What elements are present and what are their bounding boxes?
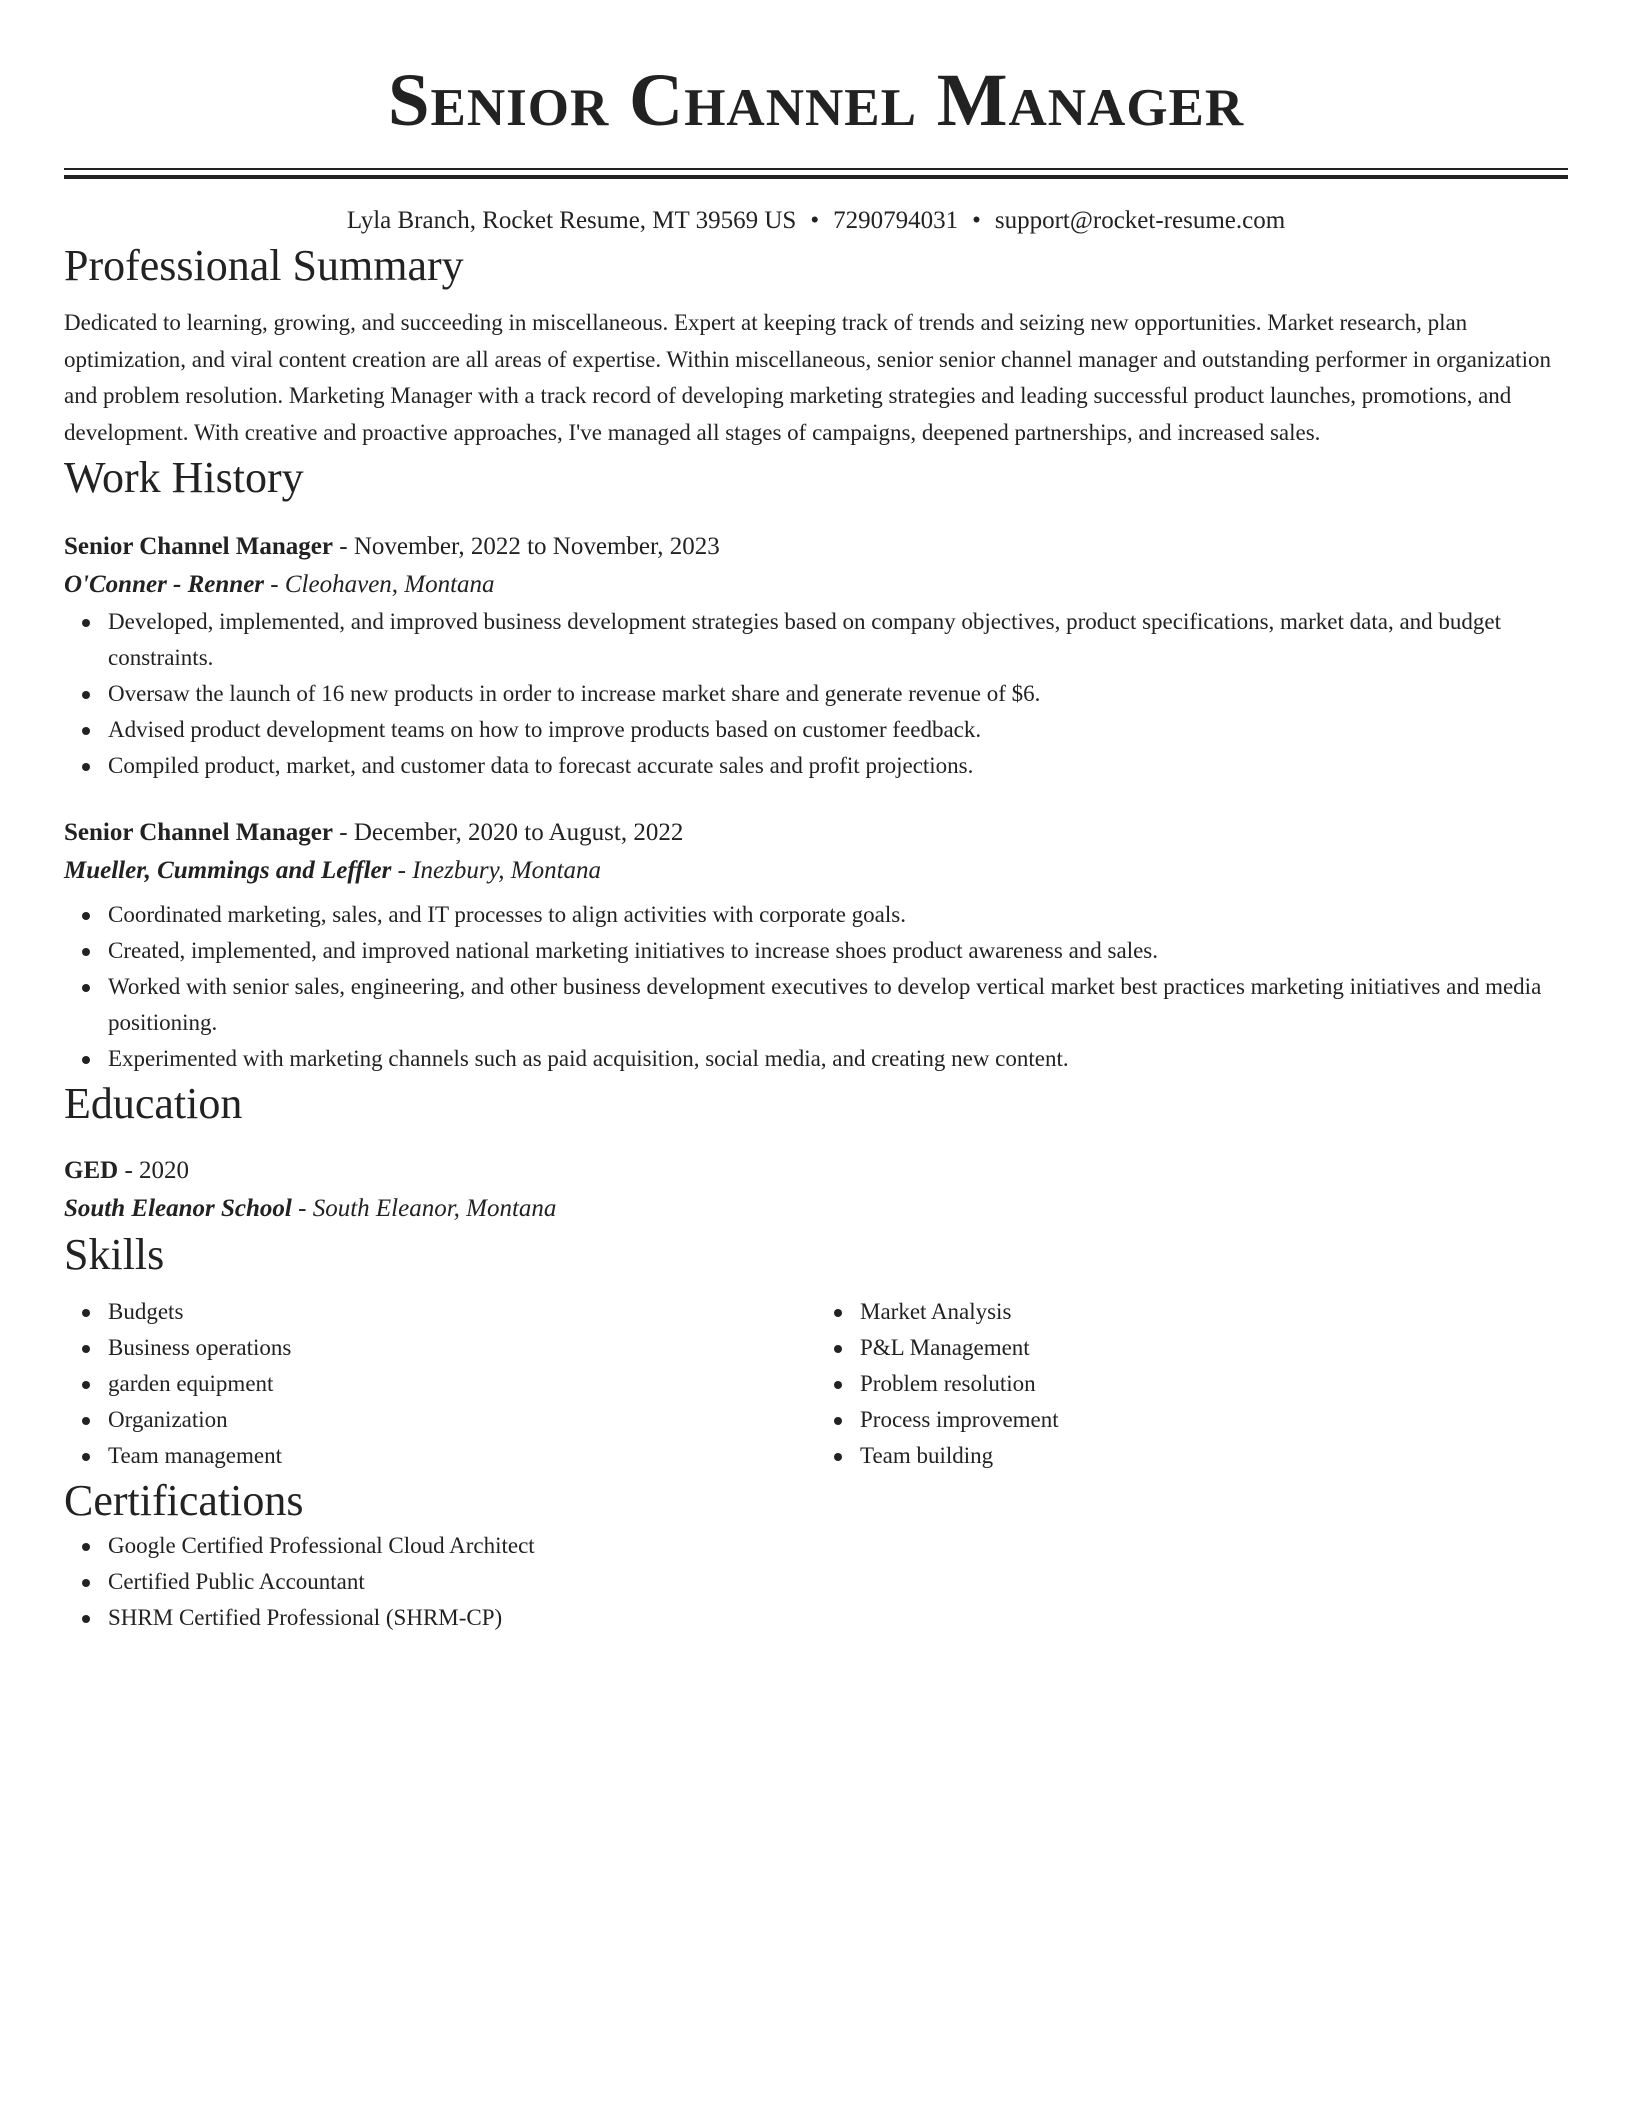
list-item: Organization	[108, 1402, 816, 1438]
list-item: Worked with senior sales, engineering, and other business development executives to develop vertical market best practices marketing initiatives and media positioning.	[108, 969, 1568, 1041]
list-item: garden equipment	[108, 1366, 816, 1402]
list-item: Experimented with marketing channels such as paid acquisition, social media, and creating new content.	[108, 1041, 1568, 1077]
education-school-line: South Eleanor School - South Eleanor, Montana	[64, 1195, 557, 1222]
skills-list	[64, 1294, 816, 1474]
summary-text: Dedicated to learning, growing, and succeeding in miscellaneous. Expert at keeping track of trends and seizing new opportunities. Market research, plan optimization, and viral content creation are all areas of expertise. Within miscellaneous, senior senior channel manager and outstanding performer in organization and problem resolution. Marketing Manager with a track record of developing marketing strategies and leading successful product launches, promotions, and development. With creative and proactive approaches, I've managed all stages of campaigns, deepened partnerships, and increased sales.	[64, 310, 1551, 445]
job-header: Senior Channel Manager - December, 2020 to August, 2022	[64, 819, 684, 846]
work-history-heading: Work History	[64, 453, 304, 502]
education-year: 2020	[139, 1157, 190, 1184]
job-company: O'Conner - Renner	[64, 571, 265, 598]
list-item: Business operations	[108, 1330, 816, 1366]
education-degree-line: GED - 2020	[64, 1157, 190, 1184]
certifications-list	[64, 1528, 1568, 1636]
list-item: Problem resolution	[860, 1366, 1568, 1402]
job-role: Senior Channel Manager	[64, 533, 333, 560]
job-duties-list	[64, 604, 1568, 784]
list-item: SHRM Certified Professional (SHRM-CP)	[108, 1600, 1568, 1636]
list-item: Market Analysis	[860, 1294, 1568, 1330]
job-organization: Mueller, Cummings and Leffler - Inezbury, Montana	[64, 857, 602, 884]
education-location: South Eleanor, Montana	[312, 1195, 557, 1222]
list-item: Compiled product, market, and customer data to forecast accurate sales and profit projections.	[108, 748, 1568, 784]
list-item: Process improvement	[860, 1402, 1568, 1438]
job-entry	[64, 814, 1568, 1077]
skills-heading: Skills	[64, 1230, 165, 1279]
contact-phone: 7290794031	[833, 207, 959, 234]
job-location: Inezbury, Montana	[412, 857, 602, 884]
education-degree: GED	[64, 1157, 119, 1184]
contact-line	[64, 203, 1568, 239]
list-item: Team management	[108, 1438, 816, 1474]
job-location: Cleohaven, Montana	[284, 571, 495, 598]
contact-separator: •	[810, 207, 820, 234]
job-company: Mueller, Cummings and Leffler	[64, 857, 392, 884]
list-item: Advised product development teams on how to improve products based on customer feedback.	[108, 712, 1568, 748]
resume-title: Senior Channel Manager	[387, 59, 1245, 142]
job-duties-list	[64, 897, 1568, 1077]
list-item: Created, implemented, and improved national marketing initiatives to increase shoes product awareness and sales.	[108, 933, 1568, 969]
job-header: Senior Channel Manager - November, 2022 to November, 2023	[64, 533, 720, 560]
skills-list	[816, 1294, 1568, 1474]
job-dates: December, 2020 to August, 2022	[353, 819, 684, 846]
education-school: South Eleanor School	[64, 1195, 292, 1222]
job-entry	[64, 528, 1568, 784]
list-item: Oversaw the launch of 16 new products in order to increase market share and generate revenue of $6.	[108, 676, 1568, 712]
title-divider	[64, 168, 1568, 179]
list-item: Developed, implemented, and improved business development strategies based on company objectives, product specifications, market data, and budget constraints.	[108, 604, 1568, 676]
skills-columns	[64, 1294, 1568, 1474]
list-item: P&L Management	[860, 1330, 1568, 1366]
list-item: Budgets	[108, 1294, 816, 1330]
certifications-heading: Certifications	[64, 1476, 304, 1525]
job-organization: O'Conner - Renner - Cleohaven, Montana	[64, 571, 495, 598]
list-item: Coordinated marketing, sales, and IT processes to align activities with corporate goals.	[108, 897, 1568, 933]
skills-column-right	[816, 1294, 1568, 1474]
contact-separator: •	[972, 207, 981, 234]
list-item: Certified Public Accountant	[108, 1564, 1568, 1600]
education-heading: Education	[64, 1079, 243, 1128]
list-item: Google Certified Professional Cloud Architect	[108, 1528, 1568, 1564]
job-dates: November, 2022 to November, 2023	[353, 533, 720, 560]
summary-heading: Professional Summary	[64, 241, 464, 290]
skills-column-left	[64, 1294, 816, 1474]
job-role: Senior Channel Manager	[64, 819, 333, 846]
list-item: Team building	[860, 1438, 1568, 1474]
contact-email: support@rocket-resume.com	[994, 207, 1286, 234]
contact-address: Lyla Branch, Rocket Resume, MT 39569 US	[346, 207, 797, 234]
